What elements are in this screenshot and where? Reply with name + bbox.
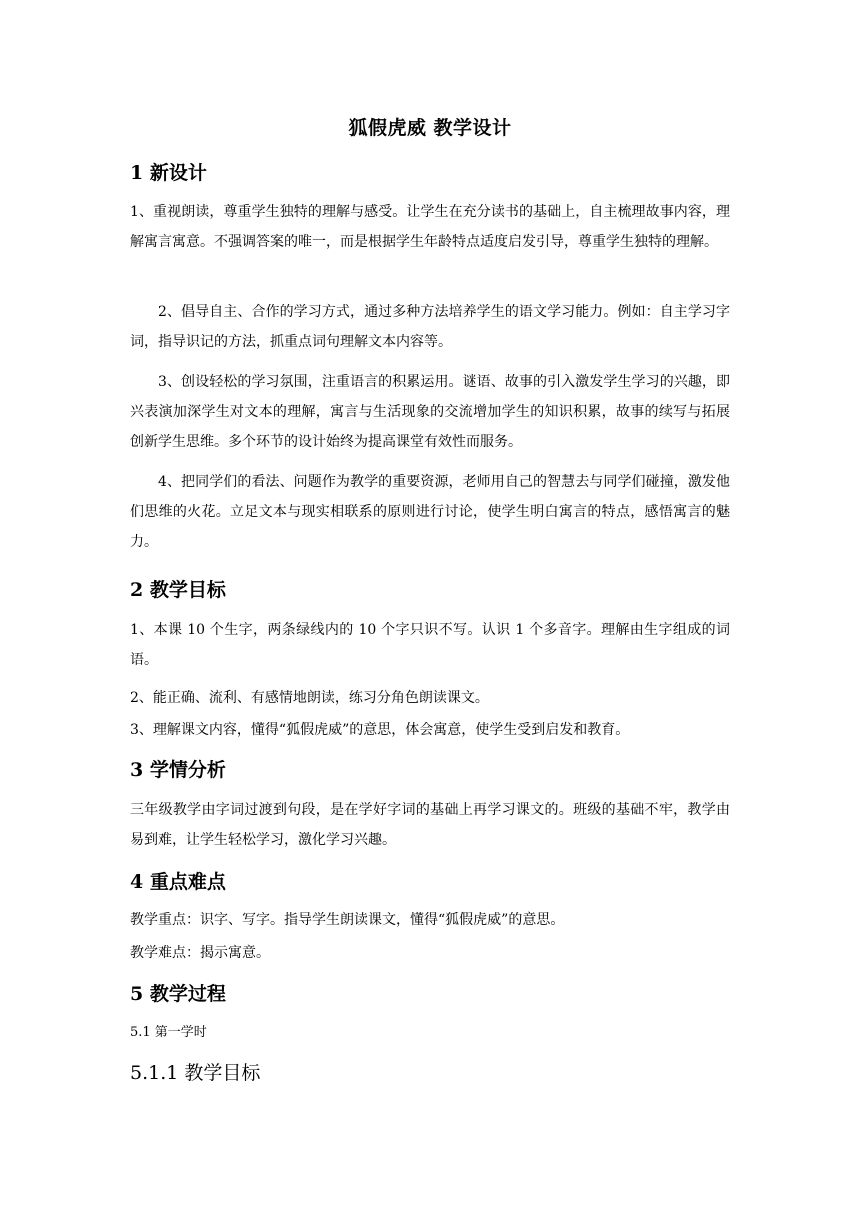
section-heading-key-points: 4 重点难点 — [130, 871, 226, 893]
subsubsection-heading: 5.1.1 教学目标 — [130, 1062, 261, 1084]
paragraph: 3、创设轻松的学习氛围，注重语言的积累运用。谜语、故事的引入激发学生学习的兴趣，即兴表演加深学生对文本的理解，寓言与生活现象的交流增加学生的知识积累，故事的续写与拓展创新学生思维。多个环节的设计始终为提高课堂有效性而服务。 — [130, 374, 730, 450]
paragraph: 1、本课 10 个生字，两条绿线内的 10 个字只识不写。认识 1 个多音字。理解由生字组成的词语。 — [130, 622, 730, 668]
paragraph: 2、倡导自主、合作的学习方式，通过多种方法培养学生的语文学习能力。例如：自主学习字词，指导识记的方法，抓重点词句理解文本内容等。 — [130, 304, 730, 350]
paragraph: 教学重点：识字、写字。指导学生朗读课文，懂得“狐假虎威”的意思。 — [130, 912, 565, 928]
paragraph: 教学难点：揭示寓意。 — [130, 945, 270, 961]
paragraph: 3、理解课文内容，懂得“狐假虎威”的意思，体会寓意，使学生受到启发和教育。 — [130, 722, 630, 738]
paragraph: 1、重视朗读，尊重学生独特的理解与感受。让学生在充分读书的基础上，自主梳理故事内容，理解寓言寓意。不强调答案的唯一，而是根据学生年龄特点适度启发引导，尊重学生独特的理解。 — [130, 204, 730, 250]
subsection-heading: 5.1 第一学时 — [130, 1025, 207, 1040]
paragraph: 4、把同学们的看法、问题作为教学的重要资源，老师用自己的智慧去与同学们碰撞，激发他们思维的火花。立足文本与现实相联系的原则进行讨论，使学生明白寓言的特点，感悟寓言的魅力。 — [130, 474, 730, 550]
paragraph: 三年级教学由字词过渡到句段，是在学好字词的基础上再学习课文的。班级的基础不牢，教学由易到难，让学生轻松学习，激化学习兴趣。 — [130, 802, 730, 848]
section-heading-teaching-process: 5 教学过程 — [130, 983, 226, 1005]
paragraph: 2、能正确、流利、有感情地朗读，练习分角色朗读课文。 — [130, 690, 489, 706]
section-heading-teaching-goals: 2 教学目标 — [130, 579, 226, 601]
section-heading-learner-analysis: 3 学情分析 — [130, 759, 226, 781]
document-title: 狐假虎威 教学设计 — [348, 117, 512, 139]
section-heading-new-design: 1 新设计 — [130, 162, 207, 184]
